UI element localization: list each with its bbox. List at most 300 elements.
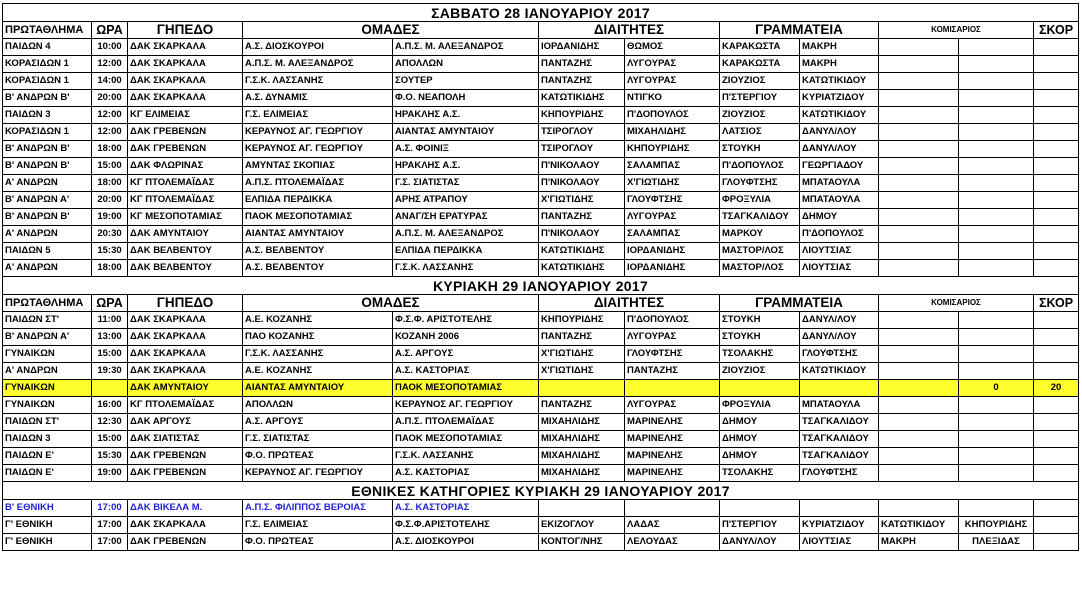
venue: ΚΓ ΜΕΣΟΠΟΤΑΜΙΑΣ (128, 209, 243, 226)
match-row (3, 107, 1079, 124)
secretary-1: ΖΙΟΥΖΙΟΣ (720, 73, 800, 90)
championship: ΚΟΡΑΣΙΔΩΝ 1 (3, 56, 92, 73)
referee-1 (539, 380, 625, 397)
home-team: ΚΕΡΑΥΝΟΣ ΑΓ. ΓΕΩΡΓΙΟΥ (243, 465, 393, 482)
score-home (959, 158, 1034, 175)
secretary-2: ΜΠΑΤΑΟΥΛΑ (800, 397, 879, 414)
secretary-1: ΣΤΟΥΚΗ (720, 141, 800, 158)
time: 13:00 (92, 329, 128, 346)
commissioner (879, 346, 959, 363)
score-home: ΠΛΕΞΙΔΑΣ (959, 534, 1034, 551)
home-team: Α.Σ. ΔΙΟΣΚΟΥΡΟΙ (243, 39, 393, 56)
secretary-2: ΔΑΝΥΛ/ΛΟΥ (800, 312, 879, 329)
time: 17:00 (92, 517, 128, 534)
home-team: Γ.Σ. ΣΙΑΤΙΣΤΑΣ (243, 431, 393, 448)
header-time: ΩΡΑ (92, 22, 128, 39)
away-team: ΗΡΑΚΛΗΣ Α.Σ. (393, 158, 539, 175)
time: 18:00 (92, 260, 128, 277)
championship: ΠΑΙΔΩΝ Ε' (3, 448, 92, 465)
score-home (959, 346, 1034, 363)
home-team: ΠΑΟΚ ΜΕΣΟΠΟΤΑΜΙΑΣ (243, 209, 393, 226)
referee-2: ΝΤΙΓΚΟ (625, 90, 720, 107)
match-row (3, 500, 1079, 517)
away-team: Α.Π.Σ. Μ. ΑΛΕΞΑΝΔΡΟΣ (393, 39, 539, 56)
match-row (3, 431, 1079, 448)
header-venue: ΓΗΠΕΔΟ (128, 22, 243, 39)
championship: Β' ΑΝΔΡΩΝ Β' (3, 141, 92, 158)
away-team: Γ.Σ.Κ. ΛΑΣΣΑΝΗΣ (393, 260, 539, 277)
secretary-2: Π'ΔΟΠΟΥΛΟΣ (800, 226, 879, 243)
secretary-1: ΛΑΤΣΙΟΣ (720, 124, 800, 141)
referee-2: ΛΥΓΟΥΡΑΣ (625, 397, 720, 414)
away-team: Α.Σ. ΚΑΣΤΟΡΙΑΣ (393, 363, 539, 380)
home-team: ΑΙΑΝΤΑΣ ΑΜΥΝΤΑΙΟΥ (243, 226, 393, 243)
referee-1 (539, 500, 625, 517)
score-away (1034, 465, 1079, 482)
time: 15:30 (92, 448, 128, 465)
secretary-1: ΖΙΟΥΖΙΟΣ (720, 107, 800, 124)
home-team: ΚΕΡΑΥΝΟΣ ΑΓ. ΓΕΩΡΓΙΟΥ (243, 124, 393, 141)
time: 19:00 (92, 465, 128, 482)
score-home (959, 260, 1034, 277)
home-team: Γ.Σ. ΕΛΙΜΕΙΑΣ (243, 107, 393, 124)
home-team: Γ.Σ. ΕΛΙΜΕΙΑΣ (243, 517, 393, 534)
secretary-1: Π'ΔΟΠΟΥΛΟΣ (720, 158, 800, 175)
secretary-2 (800, 500, 879, 517)
referee-2: ΜΙΧΑΗΛΙΔΗΣ (625, 124, 720, 141)
away-team: Α.Σ. ΔΙΟΣΚΟΥΡΟΙ (393, 534, 539, 551)
score-away (1034, 448, 1079, 465)
score-away (1034, 192, 1079, 209)
secretary-1: ΣΤΟΥΚΗ (720, 329, 800, 346)
header-championship: ΠΡΩΤΑΘΛΗΜΑ (3, 22, 92, 39)
secretary-2: ΔΑΝΥΛ/ΛΟΥ (800, 124, 879, 141)
championship: Α' ΑΝΔΡΩΝ (3, 226, 92, 243)
secretary-1: Π'ΣΤΕΡΓΙΟΥ (720, 90, 800, 107)
score-home (959, 107, 1034, 124)
referee-1: Π'ΝΙΚΟΛΑΟΥ (539, 158, 625, 175)
commissioner (879, 175, 959, 192)
referee-1: ΙΟΡΔΑΝΙΔΗΣ (539, 39, 625, 56)
away-team: ΣΟΥΤΕΡ (393, 73, 539, 90)
commissioner (879, 243, 959, 260)
venue: ΔΑΚ ΣΚΑΡΚΑΛΑ (128, 363, 243, 380)
time: 16:00 (92, 397, 128, 414)
header-secretariat: ΓΡΑΜΜΑΤΕΙΑ (720, 22, 879, 39)
score-home (959, 175, 1034, 192)
home-team: ΑΠΟΛΛΩΝ (243, 397, 393, 414)
referee-1: ΜΙΧΑΗΛΙΔΗΣ (539, 448, 625, 465)
match-row (3, 226, 1079, 243)
referee-2: ΓΛΟΥΦΤΣΗΣ (625, 346, 720, 363)
championship: Β' ΑΝΔΡΩΝ Β' (3, 209, 92, 226)
championship: Β' ΑΝΔΡΩΝ Β' (3, 158, 92, 175)
match-row (3, 363, 1079, 380)
secretary-1: ΤΣΟΛΑΚΗΣ (720, 465, 800, 482)
referee-1: ΚΗΠΟΥΡΙΔΗΣ (539, 312, 625, 329)
referee-1: Χ'ΓΙΩΤΙΔΗΣ (539, 363, 625, 380)
score-away (1034, 414, 1079, 431)
referee-2: Π'ΔΟΠΟΥΛΟΣ (625, 107, 720, 124)
referee-2: ΛΥΓΟΥΡΑΣ (625, 73, 720, 90)
championship: Β' ΕΘΝΙΚΗ (3, 500, 92, 517)
commissioner (879, 107, 959, 124)
day-title-row (3, 482, 1079, 500)
away-team: ΕΛΠΙΔΑ ΠΕΡΔΙΚΚΑ (393, 243, 539, 260)
score-home (959, 73, 1034, 90)
away-team: Α.Π.Σ. ΠΤΟΛΕΜΑΪΔΑΣ (393, 414, 539, 431)
home-team: Γ.Σ.Κ. ΛΑΣΣΑΝΗΣ (243, 346, 393, 363)
score-home (959, 141, 1034, 158)
championship: ΚΟΡΑΣΙΔΩΝ 1 (3, 73, 92, 90)
score-home (959, 363, 1034, 380)
venue: ΔΑΚ ΒΕΛΒΕΝΤΟΥ (128, 260, 243, 277)
score-home (959, 209, 1034, 226)
secretary-1: ΤΣΑΓΚΑΛΙΔΟΥ (720, 209, 800, 226)
commissioner (879, 209, 959, 226)
match-row (3, 141, 1079, 158)
secretary-2: ΜΑΚΡΗ (800, 56, 879, 73)
home-team: Α.Π.Σ. ΠΤΟΛΕΜΑΪΔΑΣ (243, 175, 393, 192)
away-team: Φ.Σ.Φ. ΑΡΙΣΤΟΤΕΛΗΣ (393, 312, 539, 329)
match-row (3, 534, 1079, 551)
match-row (3, 329, 1079, 346)
championship: Β' ΑΝΔΡΩΝ Β' (3, 90, 92, 107)
secretary-2: ΛΙΟΥΤΣΙΑΣ (800, 243, 879, 260)
time: 15:00 (92, 431, 128, 448)
secretary-2: ΤΣΑΓΚΑΛΙΔΟΥ (800, 431, 879, 448)
home-team: Φ.Ο. ΠΡΩΤΕΑΣ (243, 534, 393, 551)
home-team: Α.Σ. ΒΕΛΒΕΝΤΟΥ (243, 260, 393, 277)
secretary-1: ΣΤΟΥΚΗ (720, 312, 800, 329)
header-championship: ΠΡΩΤΑΘΛΗΜΑ (3, 295, 92, 312)
secretary-1: ΔΗΜΟΥ (720, 414, 800, 431)
referee-1: ΠΑΝΤΑΖΗΣ (539, 397, 625, 414)
match-row (3, 260, 1079, 277)
match-row (3, 414, 1079, 431)
time: 20:00 (92, 192, 128, 209)
secretary-2: ΔΑΝΥΛ/ΛΟΥ (800, 141, 879, 158)
score-home (959, 329, 1034, 346)
secretary-2: ΜΠΑΤΑΟΥΛΑ (800, 175, 879, 192)
match-row (3, 175, 1079, 192)
referee-1: Π'ΝΙΚΟΛΑΟΥ (539, 175, 625, 192)
header-time: ΩΡΑ (92, 295, 128, 312)
venue: ΔΑΚ ΓΡΕΒΕΝΩΝ (128, 534, 243, 551)
secretary-1: ΜΑΣΤΟΡ/ΛΟΣ (720, 260, 800, 277)
home-team: Α.Σ. ΒΕΛΒΕΝΤΟΥ (243, 243, 393, 260)
home-team: Γ.Σ.Κ. ΛΑΣΣΑΝΗΣ (243, 73, 393, 90)
day-title: ΕΘΝΙΚΕΣ ΚΑΤΗΓΟΡΙΕΣ ΚΥΡΙΑΚΗ 29 ΙΑΝΟΥΑΡΙΟΥ 2017 (3, 482, 1079, 500)
score-away (1034, 209, 1079, 226)
score-away (1034, 56, 1079, 73)
championship: ΠΑΙΔΩΝ ΣΤ' (3, 414, 92, 431)
score-away (1034, 243, 1079, 260)
venue: ΔΑΚ ΓΡΕΒΕΝΩΝ (128, 448, 243, 465)
commissioner (879, 124, 959, 141)
venue: ΔΑΚ ΑΜΥΝΤΑΙΟΥ (128, 226, 243, 243)
referee-2: ΙΟΡΔΑΝΙΔΗΣ (625, 260, 720, 277)
match-row (3, 209, 1079, 226)
header-secretariat: ΓΡΑΜΜΑΤΕΙΑ (720, 295, 879, 312)
venue: ΔΑΚ ΣΚΑΡΚΑΛΑ (128, 517, 243, 534)
referee-2: ΜΑΡΙΝΕΛΗΣ (625, 431, 720, 448)
commissioner (879, 90, 959, 107)
venue: ΚΓ ΠΤΟΛΕΜΑΪΔΑΣ (128, 397, 243, 414)
venue: ΔΑΚ ΣΚΑΡΚΑΛΑ (128, 312, 243, 329)
header-score: ΣΚΟΡ (1034, 295, 1079, 312)
match-row (3, 312, 1079, 329)
secretary-1 (720, 380, 800, 397)
secretary-2: ΔΑΝΥΛ/ΛΟΥ (800, 329, 879, 346)
venue: ΔΑΚ ΑΜΥΝΤΑΙΟΥ (128, 380, 243, 397)
secretary-1: ΜΑΡΚΟΥ (720, 226, 800, 243)
match-row (3, 158, 1079, 175)
score-away (1034, 39, 1079, 56)
referee-1: ΤΣΙΡΟΓΛΟΥ (539, 141, 625, 158)
score-home (959, 312, 1034, 329)
venue: ΔΑΚ ΣΚΑΡΚΑΛΑ (128, 329, 243, 346)
secretary-1: ΔΗΜΟΥ (720, 448, 800, 465)
time: 10:00 (92, 39, 128, 56)
match-row (3, 397, 1079, 414)
commissioner (879, 312, 959, 329)
match-row (3, 192, 1079, 209)
referee-2: ΜΑΡΙΝΕΛΗΣ (625, 465, 720, 482)
referee-1: ΠΑΝΤΑΖΗΣ (539, 329, 625, 346)
home-team: ΑΙΑΝΤΑΣ ΑΜΥΝΤΑΙΟΥ (243, 380, 393, 397)
referee-1: ΚΟΝΤΟΓ/ΝΗΣ (539, 534, 625, 551)
secretary-2: ΚΑΤΩΤΙΚΙΔΟΥ (800, 73, 879, 90)
score-home (959, 500, 1034, 517)
match-row (3, 517, 1079, 534)
commissioner (879, 260, 959, 277)
championship: Β' ΑΝΔΡΩΝ Α' (3, 329, 92, 346)
match-row (3, 380, 1079, 397)
commissioner (879, 158, 959, 175)
venue: ΚΓ ΕΛΙΜΕΙΑΣ (128, 107, 243, 124)
championship: ΓΥΝΑΙΚΩΝ (3, 346, 92, 363)
away-team: Γ.Σ.Κ. ΛΑΣΣΑΝΗΣ (393, 448, 539, 465)
home-team: ΕΛΠΙΔΑ ΠΕΡΔΙΚΚΑ (243, 192, 393, 209)
championship: ΠΑΙΔΩΝ 5 (3, 243, 92, 260)
venue: ΔΑΚ ΣΚΑΡΚΑΛΑ (128, 56, 243, 73)
day-title: ΚΥΡΙΑΚΗ 29 ΙΑΝΟΥΑΡΙΟΥ 2017 (3, 277, 1079, 295)
venue: ΔΑΚ ΓΡΕΒΕΝΩΝ (128, 124, 243, 141)
referee-2: ΛΥΓΟΥΡΑΣ (625, 209, 720, 226)
match-row (3, 39, 1079, 56)
score-away (1034, 500, 1079, 517)
secretary-1: ΚΑΡΑΚΩΣΤΑ (720, 39, 800, 56)
referee-1: ΜΙΧΑΗΛΙΔΗΣ (539, 414, 625, 431)
score-home (959, 465, 1034, 482)
score-home (959, 243, 1034, 260)
score-away (1034, 431, 1079, 448)
match-row (3, 90, 1079, 107)
championship: Β' ΑΝΔΡΩΝ Α' (3, 192, 92, 209)
score-away (1034, 346, 1079, 363)
time: 20:30 (92, 226, 128, 243)
score-home (959, 90, 1034, 107)
secretary-2: ΤΣΑΓΚΑΛΙΔΟΥ (800, 414, 879, 431)
referee-1: ΚΑΤΩΤΙΚΙΔΗΣ (539, 260, 625, 277)
secretary-2: ΤΣΑΓΚΑΛΙΔΟΥ (800, 448, 879, 465)
score-away (1034, 517, 1079, 534)
referee-2: ΣΑΛΑΜΠΑΣ (625, 226, 720, 243)
score-home: 0 (959, 380, 1034, 397)
score-away (1034, 141, 1079, 158)
secretary-2: ΜΑΚΡΗ (800, 39, 879, 56)
championship: Α' ΑΝΔΡΩΝ (3, 175, 92, 192)
away-team: Α.Π.Σ. Μ. ΑΛΕΞΑΝΔΡΟΣ (393, 226, 539, 243)
away-team: ΚΕΡΑΥΝΟΣ ΑΓ. ΓΕΩΡΓΙΟΥ (393, 397, 539, 414)
venue: ΔΑΚ ΓΡΕΒΕΝΩΝ (128, 141, 243, 158)
score-home (959, 226, 1034, 243)
venue: ΔΑΚ ΣΚΑΡΚΑΛΑ (128, 39, 243, 56)
secretary-1: Π'ΣΤΕΡΓΙΟΥ (720, 517, 800, 534)
referee-2 (625, 380, 720, 397)
championship: Γ' ΕΘΝΙΚΗ (3, 517, 92, 534)
secretary-2: ΛΙΟΥΤΣΙΑΣ (800, 534, 879, 551)
score-away (1034, 73, 1079, 90)
time: 17:00 (92, 534, 128, 551)
time: 19:30 (92, 363, 128, 380)
venue: ΔΑΚ ΒΙΚΕΛΑ Μ. (128, 500, 243, 517)
commissioner: ΚΑΤΩΤΙΚΙΔΟΥ (879, 517, 959, 534)
commissioner (879, 465, 959, 482)
away-team: Γ.Σ. ΣΙΑΤΙΣΤΑΣ (393, 175, 539, 192)
home-team: ΑΜΥΝΤΑΣ ΣΚΟΠΙΑΣ (243, 158, 393, 175)
away-team: Φ.Σ.Φ.ΑΡΙΣΤΟΤΕΛΗΣ (393, 517, 539, 534)
referee-1: ΤΣΙΡΟΓΛΟΥ (539, 124, 625, 141)
score-away (1034, 329, 1079, 346)
secretary-1: ΔΑΝΥΛ/ΛΟΥ (720, 534, 800, 551)
venue: ΔΑΚ ΣΚΑΡΚΑΛΑ (128, 346, 243, 363)
time: 12:00 (92, 124, 128, 141)
header-row (3, 22, 1079, 39)
header-row (3, 295, 1079, 312)
referee-2: Π'ΔΟΠΟΥΛΟΣ (625, 312, 720, 329)
secretary-2: ΓΛΟΥΦΤΣΗΣ (800, 465, 879, 482)
referee-1: ΜΙΧΑΗΛΙΔΗΣ (539, 465, 625, 482)
away-team: ΑΝΑΓ/ΣΗ ΕΡΑΤΥΡΑΣ (393, 209, 539, 226)
score-home (959, 397, 1034, 414)
commissioner (879, 380, 959, 397)
away-team: ΚΟΖΑΝΗ 2006 (393, 329, 539, 346)
home-team: Α.Π.Σ. Μ. ΑΛΕΞΑΝΔΡΟΣ (243, 56, 393, 73)
referee-1: ΠΑΝΤΑΖΗΣ (539, 209, 625, 226)
score-away (1034, 363, 1079, 380)
score-away (1034, 107, 1079, 124)
away-team: Α.Σ. ΚΑΣΤΟΡΙΑΣ (393, 500, 539, 517)
header-referees: ΔΙΑΙΤΗΤΕΣ (539, 22, 720, 39)
away-team: Φ.Ο. ΝΕΑΠΟΛΗ (393, 90, 539, 107)
commissioner (879, 56, 959, 73)
away-team: Α.Σ. ΦΟΙΝΙΞ (393, 141, 539, 158)
commissioner (879, 363, 959, 380)
match-row (3, 73, 1079, 90)
venue: ΔΑΚ ΒΕΛΒΕΝΤΟΥ (128, 243, 243, 260)
referee-2: ΣΑΛΑΜΠΑΣ (625, 158, 720, 175)
championship: ΓΥΝΑΙΚΩΝ (3, 380, 92, 397)
score-away (1034, 397, 1079, 414)
score-away (1034, 90, 1079, 107)
secretary-1 (720, 500, 800, 517)
secretary-2: ΓΛΟΥΦΤΣΗΣ (800, 346, 879, 363)
day-title-row (3, 277, 1079, 295)
score-home (959, 192, 1034, 209)
score-home (959, 39, 1034, 56)
referee-2: ΛΥΓΟΥΡΑΣ (625, 56, 720, 73)
time: 11:00 (92, 312, 128, 329)
home-team: Α.Σ. ΔΥΝΑΜΙΣ (243, 90, 393, 107)
referee-1: ΜΙΧΑΗΛΙΔΗΣ (539, 431, 625, 448)
commissioner (879, 500, 959, 517)
score-away (1034, 534, 1079, 551)
championship: ΠΑΙΔΩΝ 3 (3, 431, 92, 448)
secretary-2: ΓΕΩΡΓΙΑΔΟΥ (800, 158, 879, 175)
home-team: Α.Ε. ΚΟΖΑΝΗΣ (243, 363, 393, 380)
time: 12:30 (92, 414, 128, 431)
away-team: ΗΡΑΚΛΗΣ Α.Σ. (393, 107, 539, 124)
schedule-table (2, 3, 1079, 551)
referee-1: ΚΑΤΩΤΙΚΙΔΗΣ (539, 90, 625, 107)
secretary-1: ΚΑΡΑΚΩΣΤΑ (720, 56, 800, 73)
secretary-1: ΦΡΟΞΥΛΙΑ (720, 397, 800, 414)
championship: ΠΑΙΔΩΝ 3 (3, 107, 92, 124)
secretary-1: ΦΡΟΞΥΛΙΑ (720, 192, 800, 209)
secretary-1: ΖΙΟΥΖΙΟΣ (720, 363, 800, 380)
commissioner (879, 414, 959, 431)
time: 20:00 (92, 90, 128, 107)
commissioner (879, 73, 959, 90)
score-away (1034, 158, 1079, 175)
score-home (959, 414, 1034, 431)
secretary-1: ΜΑΣΤΟΡ/ΛΟΣ (720, 243, 800, 260)
time: 18:00 (92, 141, 128, 158)
championship: Α' ΑΝΔΡΩΝ (3, 260, 92, 277)
time: 14:00 (92, 73, 128, 90)
away-team: Α.Σ. ΚΑΣΤΟΡΙΑΣ (393, 465, 539, 482)
secretary-2: ΚΥΡΙΑΤΖΙΔΟΥ (800, 517, 879, 534)
home-team: Α.Σ. ΑΡΓΟΥΣ (243, 414, 393, 431)
match-row (3, 243, 1079, 260)
referee-2: Χ'ΓΙΩΤΙΔΗΣ (625, 175, 720, 192)
time: 15:00 (92, 346, 128, 363)
commissioner (879, 329, 959, 346)
away-team: ΑΡΗΣ ΑΤΡΑΠΟΥ (393, 192, 539, 209)
header-commissioner: ΚΟΜΙΣΑΡΙΟΣ (879, 295, 1034, 312)
score-home (959, 56, 1034, 73)
championship: ΠΑΙΔΩΝ ΣΤ' (3, 312, 92, 329)
time: 12:00 (92, 56, 128, 73)
score-home (959, 448, 1034, 465)
day-title: ΣΑΒΒΑΤΟ 28 ΙΑΝΟΥΑΡΙΟΥ 2017 (3, 4, 1079, 22)
away-team: ΑΠΟΛΛΩΝ (393, 56, 539, 73)
secretary-1: ΔΗΜΟΥ (720, 431, 800, 448)
referee-2: ΓΛΟΥΦΤΣΗΣ (625, 192, 720, 209)
venue: ΚΓ ΠΤΟΛΕΜΑΪΔΑΣ (128, 192, 243, 209)
championship: Γ' ΕΘΝΙΚΗ (3, 534, 92, 551)
secretary-1: ΤΣΟΛΑΚΗΣ (720, 346, 800, 363)
championship: Α' ΑΝΔΡΩΝ (3, 363, 92, 380)
championship: ΓΥΝΑΙΚΩΝ (3, 397, 92, 414)
secretary-2: ΚΥΡΙΑΤΖΙΔΟΥ (800, 90, 879, 107)
championship: ΠΑΙΔΩΝ Ε' (3, 465, 92, 482)
secretary-2: ΛΙΟΥΤΣΙΑΣ (800, 260, 879, 277)
header-referees: ΔΙΑΙΤΗΤΕΣ (539, 295, 720, 312)
home-team: ΠΑΟ ΚΟΖΑΝΗΣ (243, 329, 393, 346)
